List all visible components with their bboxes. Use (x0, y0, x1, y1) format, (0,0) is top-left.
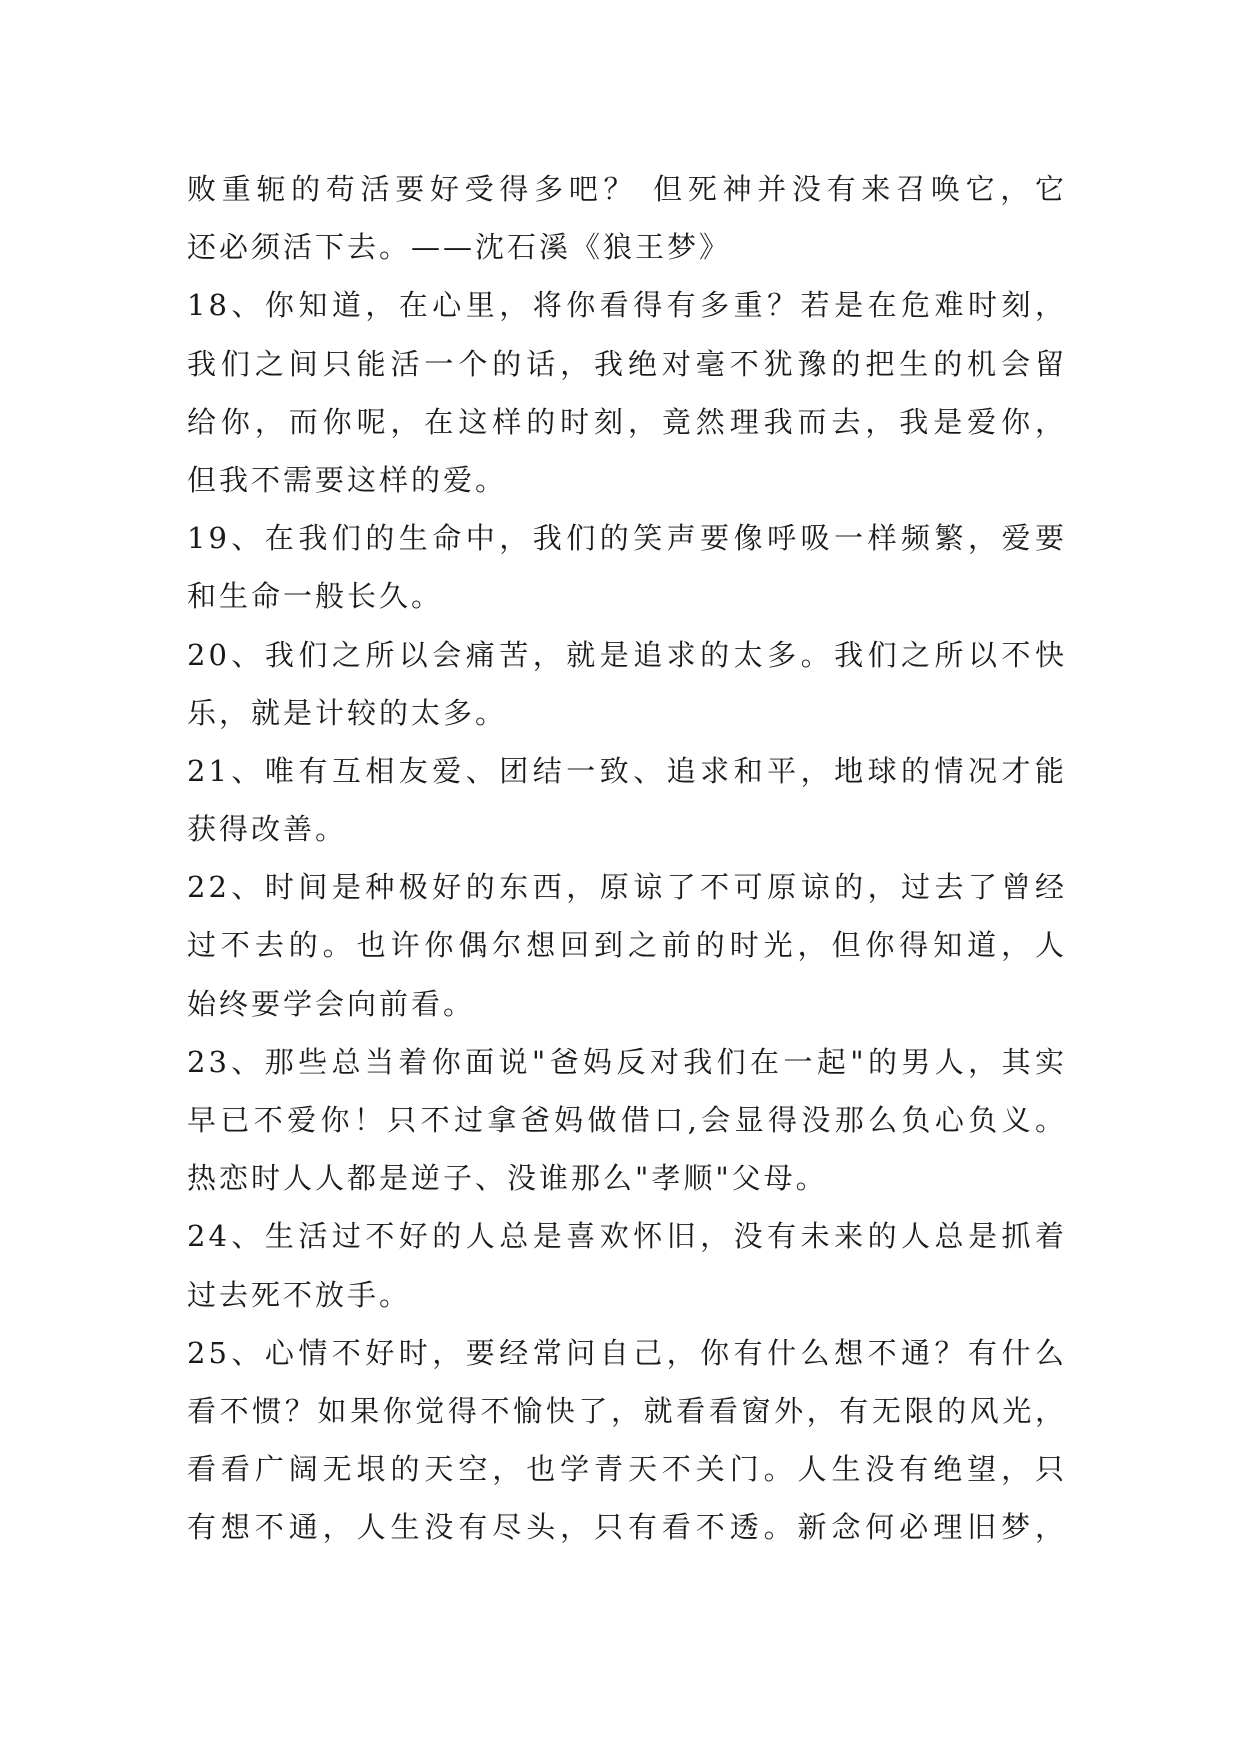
text-line: 看看广阔无垠的天空，也学青天不关门。人生没有绝望，只 (187, 1452, 1067, 1487)
text-line: 20、我们之所以会痛苦，就是追求的太多。我们之所以不快 (187, 637, 1067, 672)
text-line: 21、唯有互相友爱、团结一致、追求和平，地球的情况才能 (187, 753, 1067, 788)
text-line: 25、心情不好时，要经常问自己，你有什么想不通？有什么 (187, 1335, 1067, 1370)
document-text-block (187, 160, 1067, 1557)
text-line: 过去死不放手。 (187, 1277, 412, 1312)
text-line: 我们之间只能活一个的话，我绝对毫不犹豫的把生的机会留 (187, 346, 1067, 381)
text-line: 还必须活下去。——沈石溪《狼王梦》 (187, 230, 732, 265)
text-line: 过不去的。也许你偶尔想回到之前的时光，但你得知道，人 (187, 928, 1067, 963)
text-line: 24、生活过不好的人总是喜欢怀旧，没有未来的人总是抓着 (187, 1219, 1067, 1254)
text-line: 18、你知道，在心里，将你看得有多重？若是在危难时刻， (187, 288, 1067, 323)
text-line: 22、时间是种极好的东西，原谅了不可原谅的，过去了曾经 (187, 870, 1067, 905)
text-line: 获得改善。 (187, 812, 348, 847)
text-line: 始终要学会向前看。 (187, 986, 476, 1021)
text-line: 热恋时人人都是逆子、没谁那么"孝顺"父母。 (187, 1161, 828, 1196)
text-line: 乐，就是计较的太多。 (187, 695, 508, 730)
text-line: 和生命一般长久。 (187, 579, 444, 614)
text-line: 23、那些总当着你面说"爸妈反对我们在一起"的男人，其实 (187, 1044, 1067, 1079)
text-line: 19、在我们的生命中，我们的笑声要像呼吸一样频繁，爱要 (187, 521, 1067, 556)
text-line: 但我不需要这样的爱。 (187, 462, 508, 497)
text-line: 给你，而你呢，在这样的时刻，竟然理我而去，我是爱你， (187, 404, 1067, 439)
text-line: 看不惯？如果你觉得不愉快了，就看看窗外，有无限的风光， (187, 1393, 1067, 1428)
text-line: 早已不爱你！只不过拿爸妈做借口,会显得没那么负心负义。 (187, 1103, 1067, 1137)
text-line: 有想不通，人生没有尽头，只有看不透。新念何必理旧梦， (187, 1510, 1067, 1545)
text-line: 败重轭的苟活要好受得多吧？ 但死神并没有来召唤它，它 (187, 172, 1067, 206)
